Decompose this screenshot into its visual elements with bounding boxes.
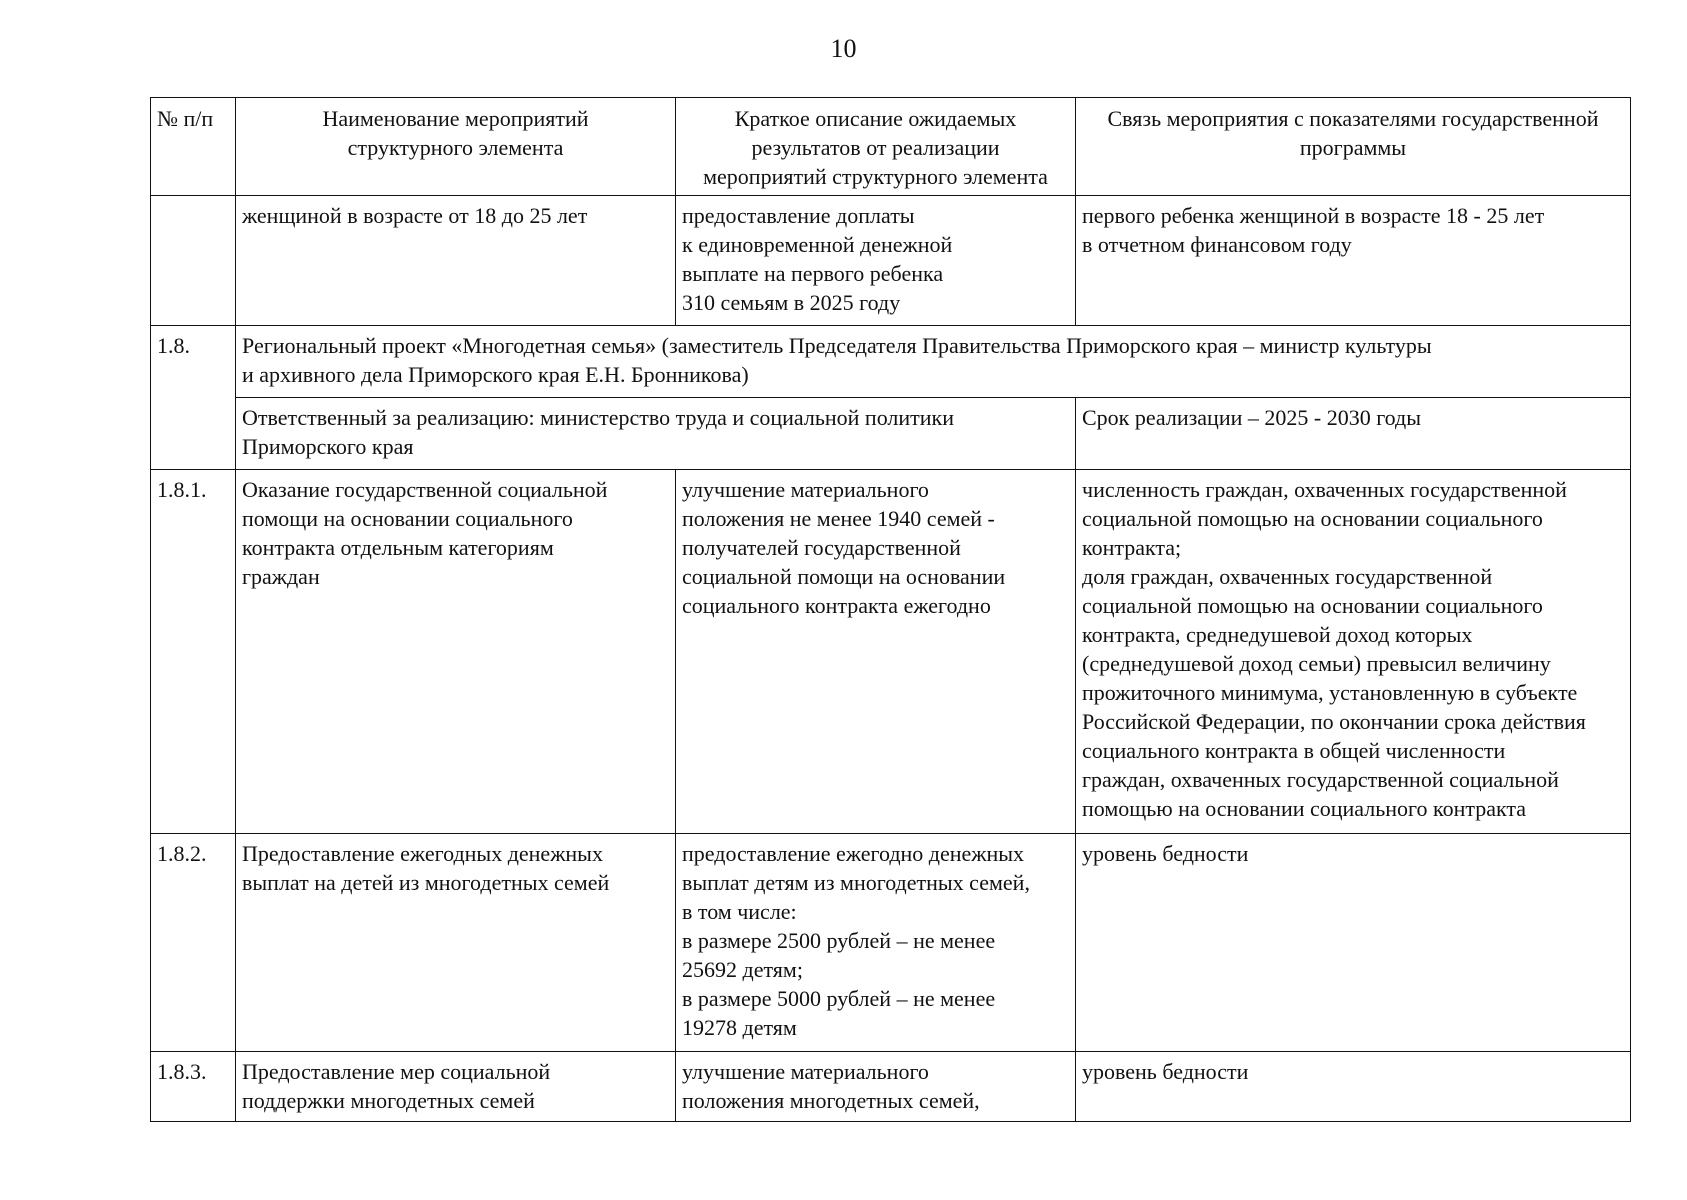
cell-expected-results: предоставление ежегодно денежных выплат детям из многодетных семей, в том числе: в размере 2500 рублей – не менее 25692 детям; в размере 5000 рублей – не менее 19278 детям — [676, 834, 1076, 1052]
cell-expected-results: предоставление доплаты к единовременной денежной выплате на первого ребенка 310 семьям в 2025 году — [676, 196, 1076, 326]
cell-indicator-link: уровень бедности — [1076, 834, 1631, 1052]
cell-expected-results: улучшение материального положения не менее 1940 семей - получателей государственной социальной помощи на основании социального контракта ежегодно — [676, 470, 1076, 834]
table-row-1-8-3 — [151, 1052, 1631, 1122]
cell-measure-name: Оказание государственной социальной помощи на основании социального контракта отдельным категориям граждан — [236, 470, 676, 834]
cell-indicator-link: первого ребенка женщиной в возрасте 18 - 25 лет в отчетном финансовом году — [1076, 196, 1631, 326]
cell-measure-name: Предоставление ежегодных денежных выплат на детей из многодетных семей — [236, 834, 676, 1052]
table-row-project-responsible — [151, 398, 1631, 470]
table-row-1-8-1 — [151, 470, 1631, 834]
cell-project-term: Срок реализации – 2025 - 2030 годы — [1076, 398, 1631, 470]
cell-expected-results: улучшение материального положения многодетных семей, — [676, 1052, 1076, 1122]
cell-measure-name: женщиной в возрасте от 18 до 25 лет — [236, 196, 676, 326]
header-number: № п/п — [151, 98, 236, 196]
cell-number: 1.8.3. — [151, 1052, 236, 1122]
page-number: 10 — [830, 34, 857, 63]
table-row-continuation — [151, 196, 1631, 326]
cell-number: 1.8.1. — [151, 470, 236, 834]
cell-project-responsible: Ответственный за реализацию: министерство труда и социальной политики Приморского края — [236, 398, 1076, 470]
header-expected-results: Краткое описание ожидаемых результатов от реализации мероприятий структурного элемента — [676, 98, 1076, 196]
table-row-project-title — [151, 326, 1631, 398]
cell-number: 1.8.2. — [151, 834, 236, 1052]
cell-measure-name: Предоставление мер социальной поддержки многодетных семей — [236, 1052, 676, 1122]
header-measure-name: Наименование мероприятий структурного элемента — [236, 98, 676, 196]
header-indicator-link: Связь мероприятия с показателями государственной программы — [1076, 98, 1631, 196]
cell-number: 1.8. — [151, 326, 236, 470]
cell-project-title: Региональный проект «Многодетная семья» (заместитель Председателя Правительства Приморского края – министр культуры и архивного дела Приморского края Е.Н. Бронникова) — [236, 326, 1631, 398]
cell-indicator-link: уровень бедности — [1076, 1052, 1631, 1122]
table-header-row — [151, 98, 1631, 196]
measures-table — [150, 97, 1631, 1122]
cell-number — [151, 196, 236, 326]
table-row-1-8-2 — [151, 834, 1631, 1052]
cell-indicator-link: численность граждан, охваченных государственной социальной помощью на основании социального контракта; доля граждан, охваченных государственной социальной помощью на основании социального контракта, среднедушевой доход которых (среднедушевой доход семьи) превысил величину прожиточного минимума, установленную в субъекте Российской Федерации, по окончании срока действия социального контракта в общей численности граждан, охваченных государственной социальной помощью на основании социального контракта — [1076, 470, 1631, 834]
